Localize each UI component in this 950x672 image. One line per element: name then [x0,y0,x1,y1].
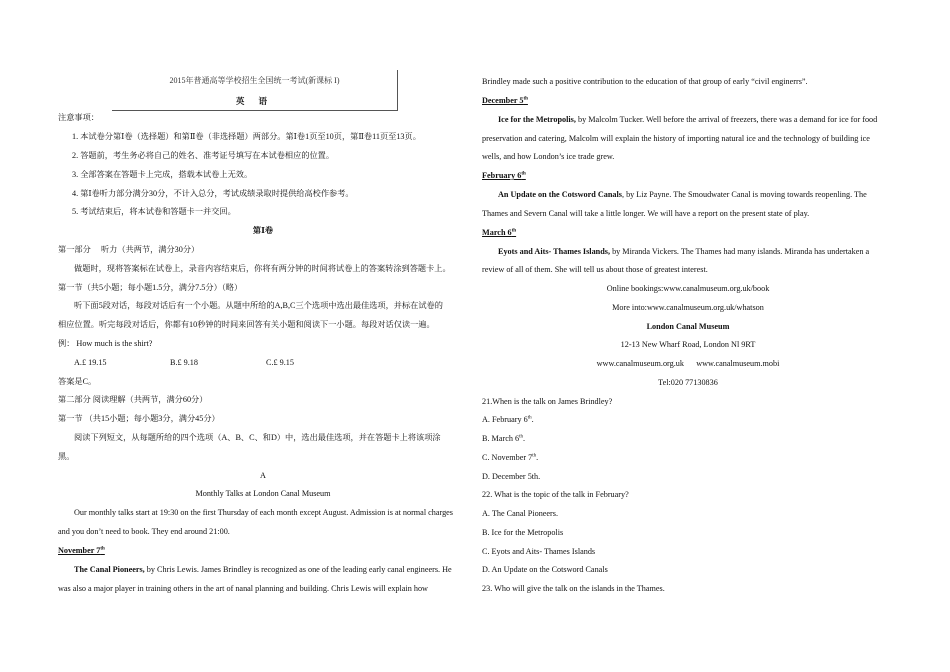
passage-title: Monthly Talks at London Canal Museum [195,489,331,498]
example-option-a: A.£ 19.15 [74,358,107,367]
december-talk-line-3: wells, and how London’s ice trade grew. [482,152,615,161]
november-date: November 7th [58,546,105,555]
q22-option-b: B. Ice for the Metropolis [482,528,564,537]
intro-line-2: and you don’t need to book. They end around 21:00. [58,527,230,536]
notice-1: 1. 本试卷分第Ⅰ卷（选择题）和第Ⅱ卷（非选择题）两部分。第Ⅰ卷1页至10页，第Ⅱ卷11页至13页。 [72,132,421,141]
question-22: 22. What is the topic of the talk in February? [482,490,629,499]
museum-tel: Tel:020 77130836 [658,378,718,387]
more-info: More into:www.canalmuseum.org.uk/whatson [612,303,764,312]
notice-5: 5. 考试结束后，将本试卷和答题卡一并交回。 [72,207,236,216]
continued-line: Brindley made such a positive contribution to the education of that group of early “civil enginerrs”. [482,77,808,86]
part-heading: 第Ⅰ卷 [252,226,274,235]
q21-option-c: C. November 7th. [482,453,539,462]
q22-option-a: A. The Canal Pioneers. [482,509,559,518]
notice-3: 3. 全部答案在答题卡上完成，搭载本试卷上无效。 [72,170,253,179]
sub1-heading: 第一节（共5小题；每小题1.5分，满分7.5分）（略） [58,283,243,292]
museum-address: 12-13 New Wharf Road, London Nl 9RT [620,340,756,349]
subject-title: 英 语 [235,96,274,106]
q22-option-c: C. Eyots and Aits- Thames Islands [482,547,596,556]
sub2-instr-1: 阅读下列短文，从每题所给的四个选项（A、B、C、和D）中，选出最佳选项，并在答题卡上将该项涂 [74,433,441,442]
q21-option-a: A. February 6th. [482,415,534,424]
museum-name: London Canal Museum [646,322,730,331]
sub1-instr-1: 听下面5段对话，每段对话后有一个小题。从题中所给的A,B,C三个选项中选出最佳选项，并标在试卷的 [74,301,443,310]
q21-option-b: B. March 6th. [482,434,526,443]
sub2-heading: 第一节 （共15小题；每小题3分，满分45分） [58,414,220,423]
section1-intro: 做题时，现将答案标在试卷上，录音内容结束后，你将有两分钟的时间将试卷上的答案转涂到答题卡上。 [74,264,451,273]
q22-option-d: D. An Update on the Cotsword Canals [482,565,608,574]
february-date: February 6th [482,171,526,180]
question-21: 21.When is the talk on James Brindley? [482,397,613,406]
december-talk-line-1: Ice for the Metropolis, by Malcolm Tucker. Well before the arrival of freezers, there was a demand for ice for food [498,115,878,124]
notice-2: 2. 答题前，考生务必将自己的姓名、准考证号填写在本试卷相应的位置。 [72,151,335,160]
intro-line-1: Our monthly talks start at 19:30 on the first Thursday of each month except August. Admission is at normal charges [74,508,453,517]
november-talk-line-2: was also a major player in training others in the art of nanal planning and building. Chris Lewis will explain how [58,584,428,593]
march-talk-line-1: Eyots and Aits- Thames Islands, by Miranda Vickers. The Thames had many islands. Miranda has undertaken a [498,247,870,256]
february-talk-line-1: An Update on the Cotsword Canals, by Liz Payne. The Smoudwater Canal is moving towards reopenling. The [498,190,867,199]
online-bookings: Online bookings:www.canalmuseum.org.uk/book [606,284,770,293]
exam-title: 2015年普通高等学校招生全国统一考试(新课标 I) [169,76,340,85]
passage-letter: A [260,471,266,480]
november-talk-line-1: The Canal Pioneers, by Chris Lewis. James Brindley is recognized as one of the leading early canal engineers. He [74,565,452,574]
example-option-c: C.£ 9.15 [266,358,294,367]
march-date: March 6th [482,228,517,237]
question-23: 23. Who will give the talk on the islands in the Thames. [482,584,665,593]
q21-option-d: D. December 5th. [482,472,541,481]
exam-header [112,70,398,111]
sub1-instr-2: 相应位置。听完每段对话后，你都有10秒钟的时间来回答有关小题和阅读下一小题。每段对话仅读一遍。 [58,320,435,329]
march-talk-line-2: review of all of them. She will tell us about those of greatest interest. [482,265,708,274]
section2-heading: 第二部分 阅读理解（共两节，满分60分） [58,395,208,404]
december-date: December 5th [482,96,528,105]
february-talk-line-2: Thames and Severn Canal will take a little longer. We will have a report on the present state of play. [482,209,810,218]
notice-4: 4. 第Ⅰ卷听力部分满分30分，不计入总分，考试成绩录取时提供给高校作参考。 [72,189,354,198]
sub2-instr-2: 黑。 [58,452,75,461]
example-answer: 答案是C。 [58,377,97,386]
notice-heading: 注意事项： [58,113,99,122]
section1-heading: 第一部分 听力（共两节，满分30分） [58,245,200,254]
december-talk-line-2: preservation and catering, Malcolm will explain the history of importing natural ice and the technology of building ice [482,134,870,143]
museum-websites: www.canalmuseum.org.uk www.canalmuseum.mobi [596,359,780,368]
example-question: 例： How much is the shirt? [58,339,153,348]
example-option-b: B.£ 9.18 [170,358,198,367]
